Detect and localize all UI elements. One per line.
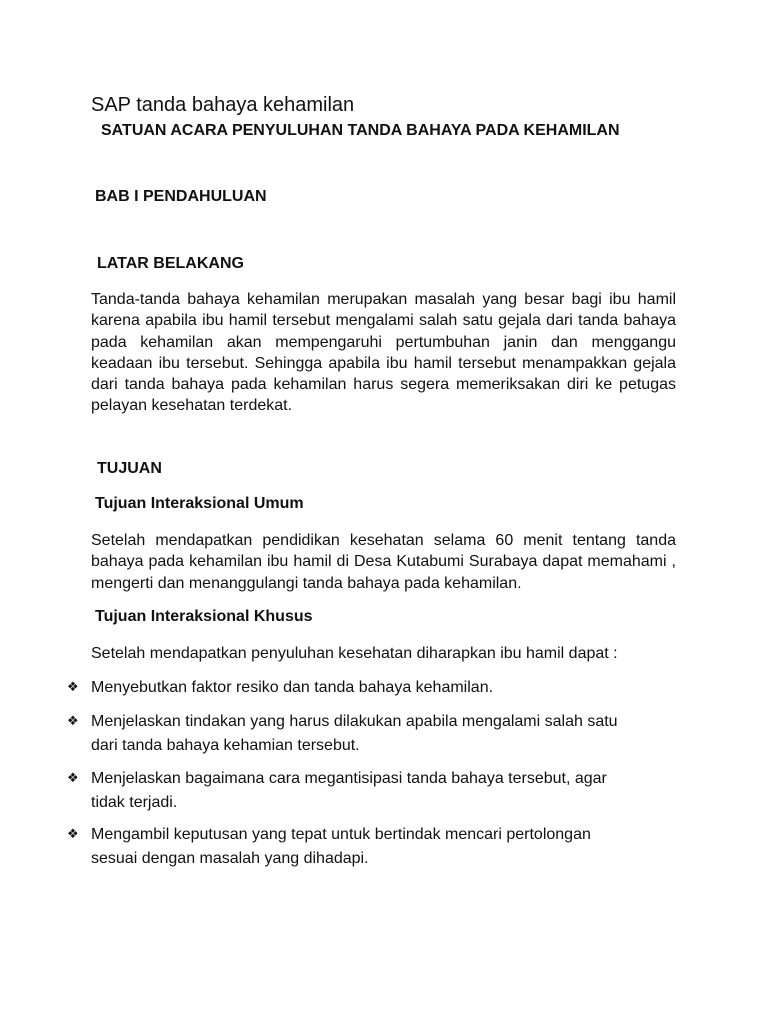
list-item-text-continued: dari tanda bahaya kehamian tersebut.: [91, 737, 360, 754]
list-item: [67, 676, 687, 700]
diamond-bullet-icon: ❖: [67, 827, 79, 842]
chapter-heading: BAB I PENDAHULUAN: [95, 188, 267, 205]
diamond-bullet-icon: ❖: [67, 771, 79, 786]
list-item-text: Mengambil keputusan yang tepat untuk bertindak mencari pertolongan: [91, 826, 591, 843]
list-item: [67, 710, 687, 758]
list-item-text: Menjelaskan bagaimana cara megantisipasi tanda bahaya tersebut, agar: [91, 770, 607, 787]
background-paragraph: Tanda-tanda bahaya kehamilan merupakan masalah yang besar bagi ibu hamil karena apabila ibu hamil tersebut mengalami salah satu gejala dari tanda bahaya pada kehamilan akan mempengaruhi pertumbuhan janin dan menggangu keadaan ibu tersebut. Sehingga apabila ibu hamil tersebut menampakkan gejala dari tanda bahaya pada kehamilan harus segera memeriksakan diri ke petugas pelayan kesehatan terdekat.: [91, 291, 676, 415]
list-item: [67, 767, 687, 815]
specific-objective-heading: Tujuan Interaksional Khusus: [95, 608, 313, 625]
list-item-text: Menjelaskan tindakan yang harus dilakukan apabila mengalami salah satu: [91, 713, 618, 730]
general-objective-heading: Tujuan Interaksional Umum: [95, 495, 304, 512]
diamond-bullet-icon: ❖: [67, 680, 79, 695]
list-item-text-continued: tidak terjadi.: [91, 794, 178, 811]
general-objective-paragraph: Setelah mendapatkan pendidikan kesehatan selama 60 menit tentang tanda bahaya pada kehamilan ibu hamil di Desa Kutabumi Surabaya dapat memahami , mengerti dan menanggulangi tanda bahaya pada kehamilan.: [91, 532, 676, 592]
main-heading: SATUAN ACARA PENYULUHAN TANDA BAHAYA PADA KEHAMILAN: [101, 122, 620, 139]
specific-objective-intro: Setelah mendapatkan penyuluhan kesehatan diharapkan ibu hamil dapat :: [91, 645, 618, 662]
diamond-bullet-icon: ❖: [67, 714, 79, 729]
list-item-text-continued: sesuai dengan masalah yang dihadapi.: [91, 850, 369, 867]
document-title: SAP tanda bahaya kehamilan: [91, 94, 355, 116]
background-heading: LATAR BELAKANG: [97, 255, 244, 272]
list-item: [67, 823, 687, 871]
objectives-heading: TUJUAN: [97, 460, 162, 477]
list-item-text: Menyebutkan faktor resiko dan tanda bahaya kehamilan.: [91, 679, 494, 696]
